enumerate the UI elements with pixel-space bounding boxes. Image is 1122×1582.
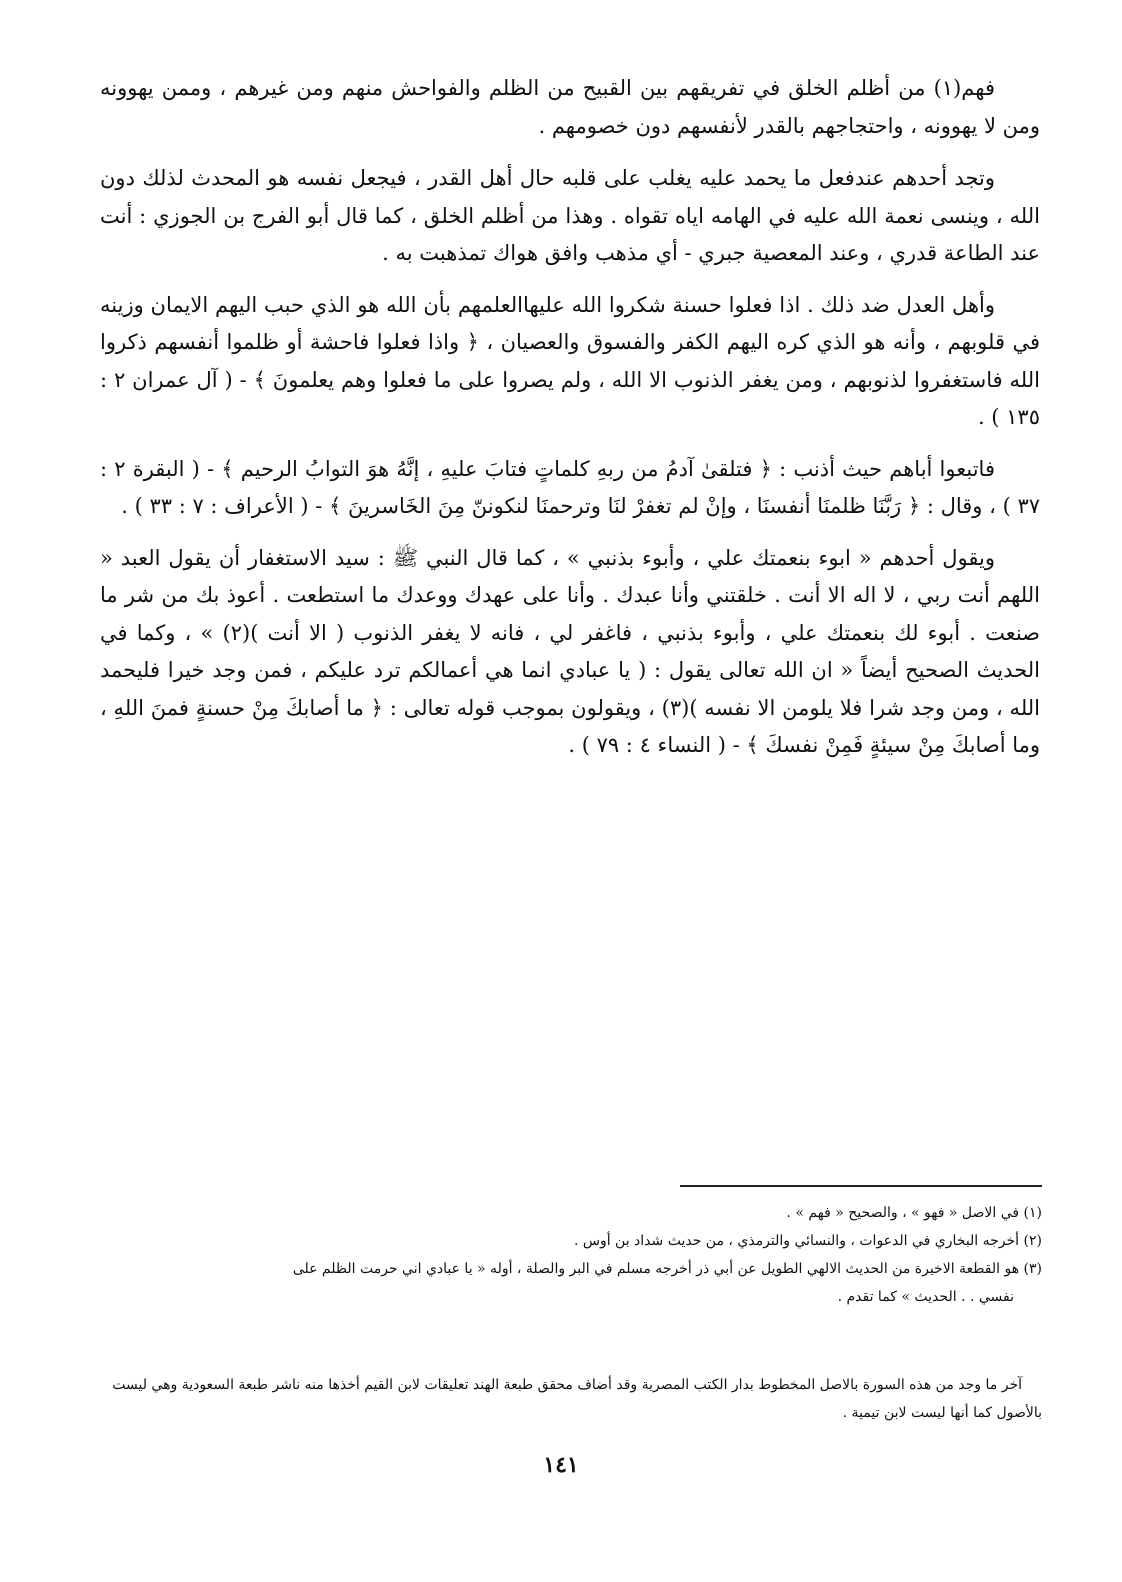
footnote-divider (680, 1185, 1042, 1187)
footnotes (96, 1199, 1042, 1311)
paragraph-3: وأهل العدل ضد ذلك . اذا فعلوا حسنة شكروا الله عليهاالعلمهم بأن الله هو الذي حبب اليهم الايمان وزينه في قلوبهم ، وأنه هو الذي كره اليهم الكفر والفسوق والعصيان ، ﴿ واذا فعلوا فاحشة أو ظلموا أنفسهم ذكروا الله فاستغفروا لذنوبهم ، ومن يغفر الذنوب الا الله ، ولم يصروا على ما فعلوا وهم يعلمونَ ﴾ - ( آل عمران ٢ : ١٣٥ ) . (100, 292, 1040, 429)
page-number: ١٤١ (543, 1452, 579, 1478)
paragraph-1: فهم(١) من أظلم الخلق في تفريقهم بين القبيح من الظلم والفواحش منهم ومن غيرهم ، وممن يهوونه ومن لا يهوونه ، واحتجاجهم بالقدر لأنفسهم دون خصومهم . (100, 76, 1040, 138)
main-text (100, 70, 1040, 779)
paragraph-2: وتجد أحدهم عندفعل ما يحمد عليه يغلب على قلبه حال أهل القدر ، فيجعل نفسه هو المحدث لذلك دون الله ، وينسى نعمة الله عليه في الهامه اياه تقواه . وهذا من أظلم الخلق ، كما قال أبو الفرج بن الجوزي : أنت عند الطاعة قدري ، وعند المعصية جبري - أي مذهب وافق هواك تمذهبت به . (100, 166, 1040, 265)
paragraph-4: فاتبعوا أباهم حيث أذنب : ﴿ فتلقىٰ آدمُ من ربهِ كلماتٍ فتابَ عليهِ ، إنَّهُ هوَ التوابُ الرحيم ﴾ - ( البقرة ٢ : ٣٧ ) ، وقال : ﴿ رَبَّنَا ظلمنَا أنفسنَا ، وإنْ لم تغفرْ لنَا وترحمنَا لنكوننّ مِنَ الخَاسرينَ ﴾ - ( الأعراف : ٧ : ٣٣ ) . (100, 456, 1040, 518)
footnote-3-continuation: نفسي . . الحديث » كما تقدم . (837, 1289, 1014, 1305)
editor-note: آخر ما وجد من هذه السورة بالاصل المخطوط بدار الكتب المصرية وقد أضاف محقق طبعة الهند تعليقات لابن القيم أخذها منه ناشر طبعة السعودية وهي ليست بالأصول كما أنها ليست لابن تيمية . (112, 1377, 1042, 1421)
footnote-2: (٢) أخرجه البخاري في الدعوات ، والنسائي والترمذي ، من حديث شداد بن أوس . (573, 1233, 1042, 1249)
paragraph-5: ويقول أحدهم « ابوء بنعمتك علي ، وأبوء بذنبي » ، كما قال النبي ﷺ : سيد الاستغفار أن يقول العبد « اللهم أنت ربي ، لا اله الا أنت . خلقتني وأنا عبدك . وأنا على عهدك ووعدك ما استطعت . أعوذ بك من شر ما صنعت . أبوء لك بنعمتك علي ، وأبوء بذنبي ، فاغفر لي ، فانه لا يغفر الذنوب ( الا أنت )(٢) » ، وكما في الحديث الصحيح أيضاً « ان الله تعالى يقول : ( يا عبادي انما هي أعمالكم ترد عليكم ، فمن وجد خيرا فليحمد الله ، ومن وجد شرا فلا يلومن الا نفسه )(٣) ، ويقولون بموجب قوله تعالى : ﴿ ما أصابكَ مِنْ حسنةٍ فمنَ اللهِ ، وما أصابكَ مِنْ سيئةٍ فَمِنْ نفسكَ ﴾ - ( النساء ٤ : ٧٩ ) . (100, 545, 1041, 757)
footnote-3: (٣) هو القطعة الاخيرة من الحديث الالهي الطويل عن أبي ذر أخرجه مسلم في البر والصلة ، أوله « يا عبادي اني حرمت الظلم على (292, 1261, 1042, 1277)
footnote-1: (١) في الاصل « فهو » ، والصحيح « فهم » . (786, 1205, 1042, 1221)
